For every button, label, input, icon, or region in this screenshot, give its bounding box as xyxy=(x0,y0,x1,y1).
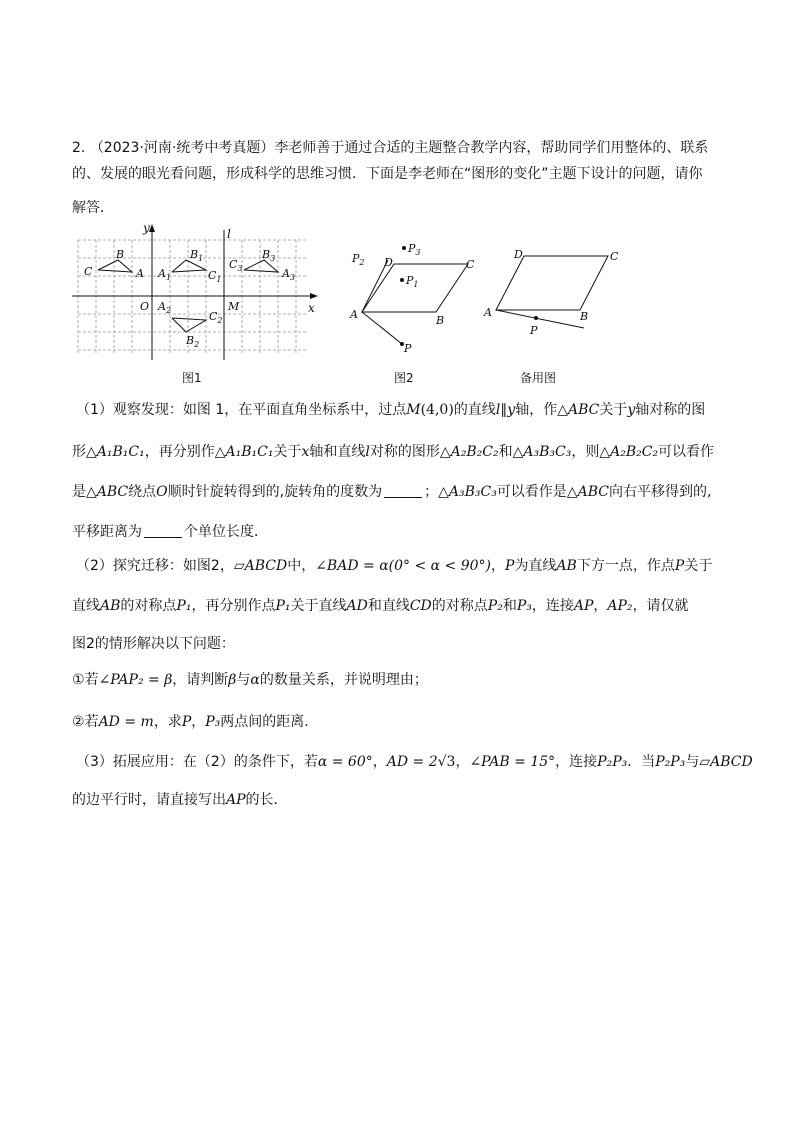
part1-line-4: 平移距离为 个单位长度． xyxy=(72,524,268,540)
label-D: D xyxy=(514,248,523,261)
label-P2: $P_2$ xyxy=(352,252,365,267)
problem-intro-line-1: 2. （2023·河南·统考中考真题）李老师善于通过合适的主题整合教学内容，帮助同学们用整体的、联系 xyxy=(72,140,709,156)
label-A: A xyxy=(350,308,358,321)
part2-line-1: （2）探究迁移：如图2，▱ABCD中，∠BAD = α(0° < α < 90°)，P为直线AB下方一点，作点P关于 xyxy=(76,558,713,574)
part2-question-2: ②若AD = m，求P，P₃两点间的距离． xyxy=(72,714,319,730)
label-C1: $C_1$ xyxy=(208,269,222,284)
figure-1-caption: 图1 xyxy=(182,371,202,385)
figure-1-coordinate-grid xyxy=(70,222,320,362)
problem-intro-line-2: 的、发展的眼光看问题，形成科学的思维习惯．下面是李老师在“图形的变化”主题下设计的问题，请你 xyxy=(72,166,703,182)
part1-line-1: （1）观察发现：如图 1，在平面直角坐标系中，过点M(4,0)的直线l∥y轴，作△ABC关于y轴对称的图 xyxy=(76,402,706,418)
label-l: l xyxy=(227,227,231,241)
point-P1 xyxy=(400,278,404,282)
part2-line-2: 直线AB的对称点P₁，再分别作点P₁关于直线AD和直线CD的对称点P₂和P₃，连接AP，AP₂，请仅就 xyxy=(72,598,689,614)
answer-blank-rotation-angle[interactable] xyxy=(384,483,422,498)
label-B: B xyxy=(580,310,589,323)
figure-3-spare xyxy=(480,244,630,349)
figure-2-parallelogram xyxy=(340,236,490,361)
label-M: M xyxy=(228,300,240,313)
parallelogram-ABCD xyxy=(496,256,608,310)
y-axis-arrow-icon xyxy=(149,224,155,232)
part1-line-3: 是△ABC绕点O顺时针旋转得到的,旋转角的度数为 ；△A₃B₃C₃可以看作是△ABC向右平移得到的, xyxy=(72,484,712,500)
part2-question-1: ①若∠PAP₂ = β，请判断β与α的数量关系，并说明理由； xyxy=(72,672,428,688)
label-B: B xyxy=(436,314,445,327)
problem-intro-line-3: 解答． xyxy=(72,200,114,216)
label-A: A xyxy=(136,267,144,280)
part3-line-2: 的边平行时，请直接写出AP的长． xyxy=(72,792,288,808)
label-P1: $P_1$ xyxy=(406,274,419,289)
figure-3-caption: 备用图 xyxy=(520,371,557,385)
label-B1: $B_1$ xyxy=(190,248,204,263)
point-P3 xyxy=(402,246,406,250)
label-A2: $A_2$ xyxy=(158,300,172,315)
problem-number: 2. xyxy=(72,140,86,156)
label-A: A xyxy=(484,306,492,319)
label-C: C xyxy=(466,258,475,271)
label-P: P xyxy=(530,324,538,337)
label-D: D xyxy=(384,256,393,269)
label-B: B xyxy=(116,248,125,261)
part3-line-1: （3）拓展应用：在（2）的条件下，若α = 60°，AD = 2√3，∠PAB = 15°，连接P₂P₃．当P₂P₃与▱ABCD xyxy=(76,754,753,770)
figure-2-caption: 图2 xyxy=(394,371,414,385)
label-C: C xyxy=(84,265,93,278)
label-B3: $B_3$ xyxy=(262,248,276,263)
label-y: y xyxy=(143,222,150,235)
x-axis-arrow-icon xyxy=(310,293,318,299)
line-through-A xyxy=(496,310,584,328)
label-x: x xyxy=(308,301,315,315)
label-A3: $A_3$ xyxy=(282,267,296,282)
label-C: C xyxy=(610,250,619,263)
label-C2: $C_2$ xyxy=(209,310,223,325)
point-P xyxy=(534,316,538,320)
answer-blank-translation-distance[interactable] xyxy=(144,523,182,538)
label-B2: $B_2$ xyxy=(186,334,200,349)
segment-AP xyxy=(362,312,402,344)
triangle-A2B2C2 xyxy=(172,318,206,332)
label-C3: $C_3$ xyxy=(229,258,243,273)
label-A1: $A_1$ xyxy=(158,267,172,282)
triangle-ABC xyxy=(98,260,132,272)
part1-line-2: 形△A₁B₁C₁，再分别作△A₁B₁C₁关于x轴和直线l对称的图形△A₂B₂C₂和△A₃B₃C₃，则△A₂B₂C₂可以看作 xyxy=(72,444,715,460)
label-O: O xyxy=(140,300,150,313)
part2-line-3: 图2的情形解决以下问题： xyxy=(72,636,235,652)
label-P: P xyxy=(404,342,412,355)
problem-source: （2023·河南·统考中考真题） xyxy=(89,140,275,156)
label-P3: $P_3$ xyxy=(408,242,421,257)
